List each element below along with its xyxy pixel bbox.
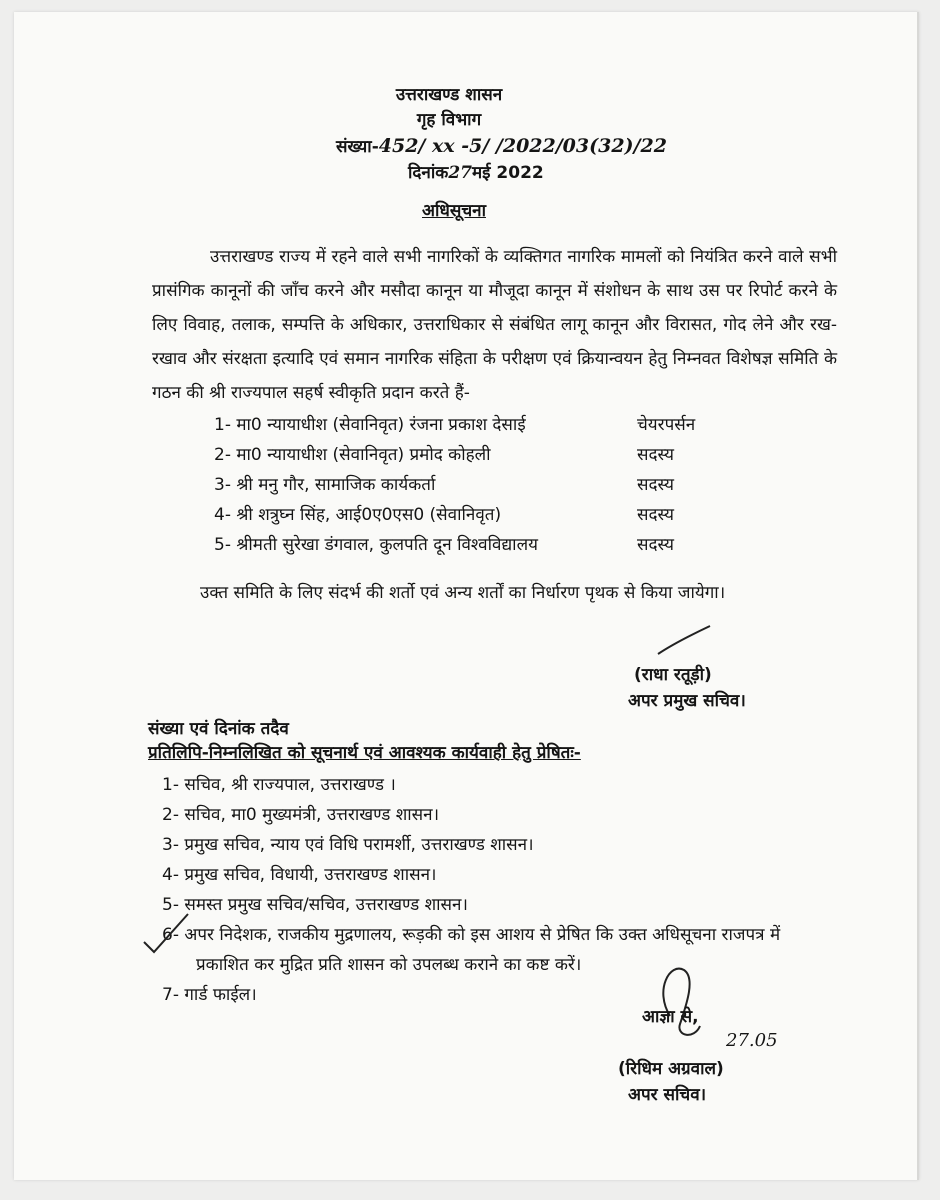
issue-date xyxy=(408,162,544,184)
closing-note: उक्त समिति के लिए संदर्भ की शर्तो एवं अन्य शर्तों का निर्धारण पृथक से किया जायेगा। xyxy=(200,583,726,603)
signature-date: 27.05 xyxy=(726,1030,778,1051)
member-role: चेयरपर्सन xyxy=(637,415,696,435)
copy-reference: संख्या एवं दिनांक तदैव xyxy=(148,719,289,739)
notification-title: अधिसूचना xyxy=(422,201,486,221)
list-item: 6- अपर निदेशक, राजकीय मुद्रणालय, रूड़की को इस आशय से प्रेषित कि उक्त अधिसूचना राजपत्र में xyxy=(162,925,781,945)
list-item: 3- प्रमुख सचिव, न्याय एवं विधि परामर्शी, उत्तराखण्ड शासन। xyxy=(162,835,534,855)
reference-number-value: 452/ xx -5/ /2022/03(32)/22 xyxy=(378,135,667,157)
list-item: 4- प्रमुख सचिव, विधायी, उत्तराखण्ड शासन। xyxy=(162,865,437,885)
copy-heading: प्रतिलिपि-निम्नलिखित को सूचनार्थ एवं आवश्यक कार्यवाही हेतु प्रेषितः- xyxy=(148,743,581,763)
list-item: 7- गार्ड फाईल। xyxy=(162,985,257,1005)
issue-date-month-year: मई 2022 xyxy=(472,163,544,183)
member-role: सदस्य xyxy=(637,445,674,465)
list-item: 5- समस्त प्रमुख सचिव/सचिव, उत्तराखण्ड शासन। xyxy=(162,895,468,915)
government-name: उत्तराखण्ड शासन xyxy=(395,85,503,105)
signatory-name: (रिधिम अग्रवाल) xyxy=(618,1059,724,1079)
member-role: सदस्य xyxy=(637,505,674,525)
signatory-designation: अपर प्रमुख सचिव। xyxy=(628,691,746,711)
notification-page xyxy=(14,12,919,1180)
member-name: 2- मा0 न्यायाधीश (सेवानिवृत) प्रमोद कोहली xyxy=(214,445,491,465)
reference-number xyxy=(336,135,667,158)
by-order: आज्ञा से, xyxy=(642,1007,699,1027)
list-item: प्रकाशित कर मुद्रित प्रति शासन को उपलब्ध कराने का कष्ट करें। xyxy=(196,955,582,975)
list-item: 1- सचिव, श्री राज्यपाल, उत्तराखण्ड । xyxy=(162,775,396,795)
department-name: गृह विभाग xyxy=(416,110,482,130)
signatory-designation: अपर सचिव। xyxy=(628,1085,707,1105)
issue-date-label: दिनांक xyxy=(408,163,449,183)
reference-number-label: संख्या- xyxy=(336,137,379,157)
check-mark-icon xyxy=(140,908,200,958)
notification-body: उत्तराखण्ड राज्य में रहने वाले सभी नागरिकों के व्यक्तिगत नागरिक मामलों को नियंत्रित करने वाले सभी प्रासंगिक कानूनों की जाँच करने और मसौदा कानून या मौजूदा कानून में संशोधन के साथ उस पर रिपोर्ट करने के लिए विवाह, तलाक, सम्पत्ति के अधिकार, उत्तराधिकार से संबंधित लागू कानून और विरासत, गोद लेने और रख-रखाव और संरक्षता इत्यादि एवं समान नागरिक संहिता के परीक्षण एवं क्रियान्वयन हेतु निम्नवत विशेषज्ञ समिति के गठन की श्री राज्यपाल सहर्ष स्वीकृति प्रदान करते हैं- xyxy=(152,247,837,403)
list-item: 2- सचिव, मा0 मुख्यमंत्री, उत्तराखण्ड शासन। xyxy=(162,805,440,825)
member-name: 4- श्री शत्रुघ्न सिंह, आई0ए0एस0 (सेवानिवृत) xyxy=(214,505,502,525)
member-role: सदस्य xyxy=(637,475,674,495)
issue-date-day: 27 xyxy=(448,163,472,183)
member-name: 5- श्रीमती सुरेखा डंगवाल, कुलपति दून विश्वविद्यालय xyxy=(214,535,538,555)
member-name: 3- श्री मनु गौर, सामाजिक कार्यकर्ता xyxy=(214,475,436,495)
member-role: सदस्य xyxy=(637,535,674,555)
member-name: 1- मा0 न्यायाधीश (सेवानिवृत) रंजना प्रकाश देसाई xyxy=(214,415,526,435)
signatory-name: (राधा रतूड़ी) xyxy=(634,665,712,685)
signature-stroke xyxy=(654,620,714,660)
signature-stroke xyxy=(650,960,730,1050)
